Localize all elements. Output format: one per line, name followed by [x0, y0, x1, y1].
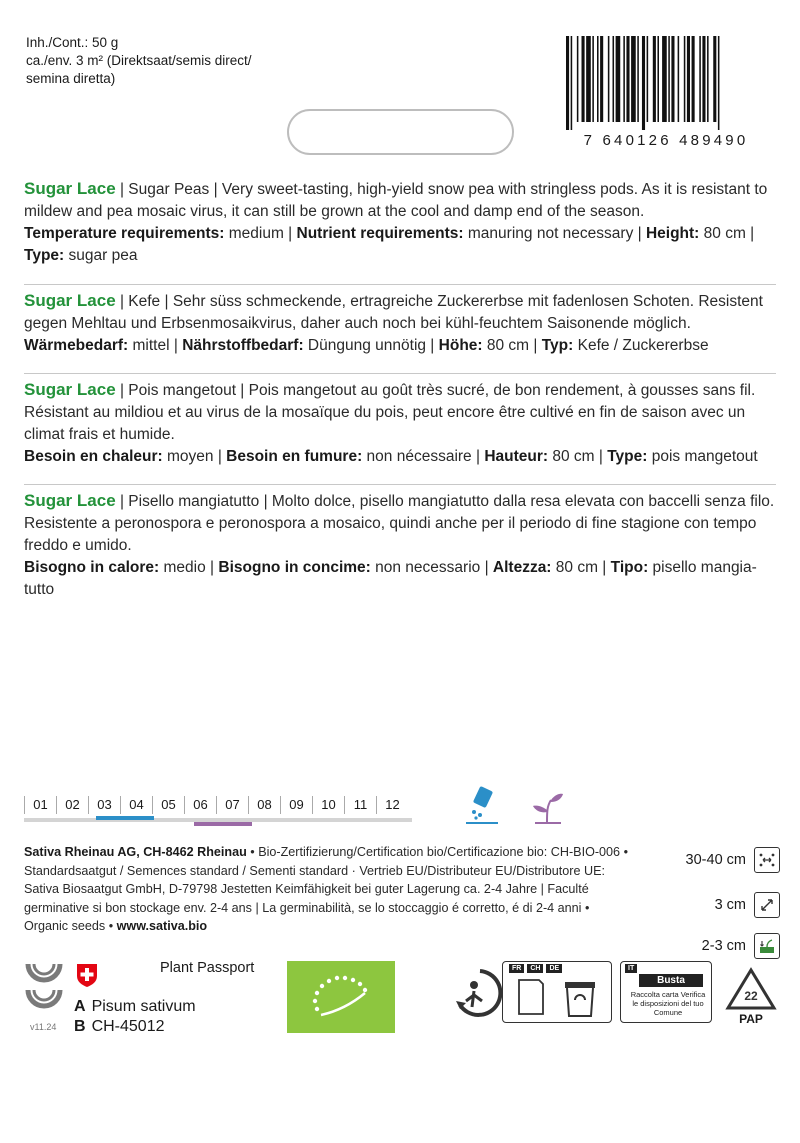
version-label: v11.24 — [30, 1022, 57, 1032]
attr-value: medio | — [159, 559, 219, 576]
description-fr — [24, 379, 780, 468]
barcode-bars — [560, 36, 772, 130]
row-spacing-icon — [754, 847, 780, 873]
hang-slot — [287, 109, 514, 155]
disposal-text: Raccolta carta Verifica le disposizioni del tuo Comune — [630, 990, 706, 1017]
passport-b-letter: B — [74, 1018, 86, 1035]
attr-key: Höhe: — [438, 337, 483, 354]
attr-key: Altezza: — [492, 559, 552, 576]
company-website[interactable]: www.sativa.bio — [116, 919, 208, 933]
package-contents — [26, 34, 286, 88]
divider — [24, 373, 776, 374]
month-02: 02 — [56, 796, 88, 814]
attr-key: Nutrient requirements: — [296, 225, 464, 242]
recycling-triman-icon — [452, 965, 508, 1027]
description-text: | Pisello mangiatutto | Molto dolce, pisello mangiatutto dalla resa elevata con baccelli senza filo. Resistente a peronospora e peronospora a mosaico, quindi anche per il periodo di fine stagione con tempo freddo e umido. — [24, 493, 775, 554]
contents-area: ca./env. 3 m² (Direktsaat/semis direct/ — [26, 53, 252, 68]
disposal-title: Busta — [639, 974, 703, 987]
row-spacing — [660, 847, 780, 873]
month-09: 09 — [280, 796, 312, 814]
barcode — [560, 36, 772, 150]
attr-value: pois mangetout — [647, 448, 758, 465]
divider — [24, 484, 776, 485]
attr-value: Kefe / Zuckererbse — [573, 337, 709, 354]
attr-key: Besoin en chaleur: — [24, 448, 163, 465]
country-tab-fr: FR — [509, 964, 524, 973]
pap-recycling-code — [722, 966, 780, 1028]
passport-a-letter: A — [74, 998, 86, 1015]
recycling-triangle-icon — [722, 966, 780, 1012]
description-it — [24, 490, 780, 601]
sowing-calendar — [24, 796, 424, 822]
attr-value: manuring not necessary | — [463, 225, 646, 242]
attr-key: Wärmebedarf: — [24, 337, 129, 354]
plant-passport — [74, 960, 294, 1050]
attr-key: Typ: — [541, 337, 574, 354]
eu-leaf-icon — [287, 961, 395, 1033]
passport-a-value: Pisum sativum — [91, 998, 196, 1015]
contents-weight: Inh./Cont.: 50 g — [26, 35, 119, 50]
description-text: | Sugar Peas | Very sweet-tasting, high-yield snow pea with stringless pods. As it is resistant to mildew and pea mosaic virus, it can still be grown at the cool and damp end of the season. — [24, 181, 768, 220]
passport-line-b — [74, 1018, 165, 1036]
eu-organic-logo — [287, 961, 395, 1033]
attr-key: Bisogno in calore: — [24, 559, 160, 576]
month-12: 12 — [376, 796, 408, 814]
attr-value: 80 cm | — [482, 337, 542, 354]
month-05: 05 — [152, 796, 184, 814]
attr-value: 80 cm | — [548, 448, 608, 465]
sowing-depth-icon — [754, 933, 780, 959]
sowing-depth-value: 2-3 cm — [701, 938, 746, 954]
month-10: 10 — [312, 796, 344, 814]
passport-title: Plant Passport — [160, 960, 255, 976]
attr-value: mittel | — [128, 337, 183, 354]
harvest-period-bar — [194, 822, 252, 826]
barcode-number: 7 640126 489490 — [583, 132, 749, 149]
attr-key: Tipo: — [610, 559, 649, 576]
passport-b-value: CH-45012 — [91, 1018, 165, 1035]
direct-sowing-icon — [462, 786, 502, 826]
country-tab-ch: CH — [527, 964, 543, 973]
months-row — [24, 796, 424, 814]
attr-value: moyen | — [162, 448, 227, 465]
description-text: | Pois mangetout | Pois mangetout au goût très sucré, de bon rendement, à gousses sans fil. Résistant au mildiou et au virus de la mosaïque du pois, peut encore être cultivé en fin de saison avec un climat frais et humide. — [24, 382, 756, 443]
month-04: 04 — [120, 796, 152, 814]
attr-value: pisello mangia-tutto — [24, 559, 757, 598]
sowing-period-bar — [96, 816, 154, 820]
country-tab-de: DE — [546, 964, 562, 973]
row-spacing-value: 30-40 cm — [685, 852, 746, 868]
company-info — [24, 843, 636, 936]
attr-key: Temperature requirements: — [24, 225, 225, 242]
attr-key: Hauteur: — [484, 448, 549, 465]
month-06: 06 — [184, 796, 216, 814]
description-text: | Kefe | Sehr süss schmeckende, ertragreiche Zuckererbse mit fadenlosen Schoten. Resistent gegen Mehltau und Erbsenmosaikvirus, daher auch noch bei kühl-feuchtem Saisonende möglich. — [24, 293, 763, 332]
attr-value: 80 cm | — [551, 559, 611, 576]
country-tab-it: IT — [625, 964, 637, 973]
variety-name: Sugar Lace — [24, 380, 116, 399]
attr-value: 80 cm | — [699, 225, 755, 242]
month-01: 01 — [24, 796, 56, 814]
plant-spacing-icon — [754, 892, 780, 918]
divider — [24, 284, 776, 285]
variety-name: Sugar Lace — [24, 491, 116, 510]
company-name: Sativa Rheinau AG, CH-8462 Rheinau — [24, 845, 247, 859]
company-text: • Bio-Zertifizierung/Certification bio/Certificazione bio: CH-BIO-006 • Standardsaatgut / Semences standard / Sementi standard · Vertrieb EU/Distributeur EU/Distributore UE: Sativa Biosaatgut GmbH, D-79798 Jestetten Keimfähigkeit bei guter Lagerung ca. 2-4 Jahre | Faculté germinative si bon stockage env. 2-4 ans | La germinabilità, se lo stoccaggio é corretto, é di 2-4 anni • Organic seeds • — [24, 845, 628, 933]
month-03: 03 — [88, 796, 120, 814]
packet-and-bin-icon — [503, 962, 613, 1024]
plant-spacing-value: 3 cm — [714, 897, 746, 913]
attr-value: medium | — [224, 225, 297, 242]
pap-label: PAP — [739, 1012, 763, 1026]
sativa-rings-icon — [24, 960, 64, 1030]
attr-key: Height: — [645, 225, 700, 242]
month-08: 08 — [248, 796, 280, 814]
plant-spacing — [660, 892, 780, 918]
attr-key: Type: — [24, 247, 65, 264]
sowing-depth — [660, 933, 780, 959]
attr-value: non necessario | — [370, 559, 493, 576]
month-07: 07 — [216, 796, 248, 814]
attr-key: Besoin en fumure: — [226, 448, 363, 465]
variety-name: Sugar Lace — [24, 291, 116, 310]
pap-number: 22 — [744, 989, 758, 1003]
description-en — [24, 178, 780, 267]
passport-line-a — [74, 998, 196, 1016]
contents-area-cont: semina diretta) — [26, 71, 116, 86]
attr-value: Düngung unnötig | — [303, 337, 439, 354]
variety-name: Sugar Lace — [24, 179, 116, 198]
attr-key: Bisogno in concime: — [218, 559, 371, 576]
description-de — [24, 290, 780, 357]
attr-key: Nährstoffbedarf: — [182, 337, 304, 354]
month-11: 11 — [344, 796, 376, 814]
attr-value: sugar pea — [64, 247, 138, 264]
swiss-flag-icon — [74, 962, 100, 988]
italy-disposal-box — [620, 961, 712, 1023]
sorting-info-box — [502, 961, 612, 1023]
calendar-bars — [24, 816, 424, 822]
harvest-plant-icon — [527, 786, 567, 826]
attr-value: non nécessaire | — [362, 448, 485, 465]
attr-key: Type: — [607, 448, 648, 465]
